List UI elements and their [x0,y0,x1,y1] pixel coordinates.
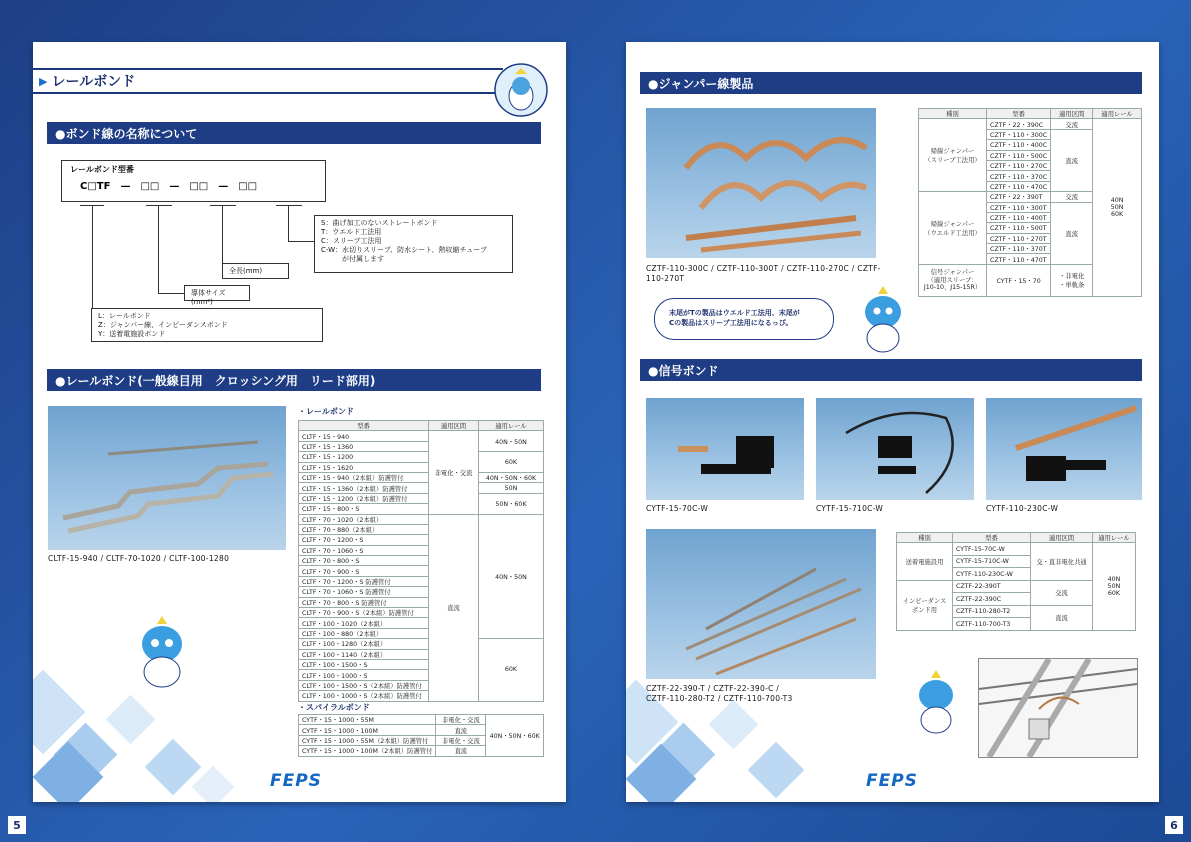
table-cell: CZTF・110・400T [987,212,1051,222]
rail-bond-table-title: ・レールボンド [298,407,354,416]
table-cell: CZTF・110・500C [987,150,1051,160]
legend-line: T：ウエルド工法用 [321,228,382,236]
model-code-box [61,160,326,202]
impedance-bond-photo [646,529,876,679]
bond-wires-image [48,406,286,550]
table-header: 種別 [897,533,953,543]
table-cell: CLTF・15・1620 [299,462,429,472]
table-cell: 交流 [1031,580,1093,605]
table-header: 型番 [953,533,1031,543]
triangle-icon: ▶ [39,74,48,88]
type-legend-box [91,308,323,342]
speech-bubble: 末尾がTの製品はウエルド工法用、末尾が Cの製品はスリーブ工法用になるっぴ。 [654,298,834,340]
table-cell: CYTF・15・70 [987,264,1051,296]
table-cell: 40N 50N 60K [1093,119,1142,296]
rail-bond-table [298,420,544,702]
photo-caption: CZTF-110-300C / CZTF-110-300T / CZTF-110-270C / CZTF-110-270T [646,264,881,283]
signal-bond-image [986,398,1142,500]
table-header: 適用区間 [429,421,479,431]
table-cell: 交流 [1051,192,1093,202]
table-cell: 交流 [1051,119,1093,129]
photo-caption: CYTF-110-230C-W [986,504,1059,513]
signal-photo-c [986,398,1142,500]
table-cell: 非電化・交流 [436,735,486,745]
table-cell: CZTF・22・390C [987,119,1051,129]
mascot-icon [131,616,193,690]
table-cell: CZTF-22-390T [953,580,1031,593]
table-cell: 直流 [436,746,486,756]
table-cell: CLTF・100・1000・S（2本組）防護管付 [299,691,429,701]
table-cell: 40N・50N・60K [479,472,544,482]
table-cell: CLTF・15・940 [299,431,429,441]
table-cell: CYTF-15-70C-W [953,543,1031,556]
legend-line: C-W：水切りスリーブ、防水シート、熱収縮チューブ [321,246,487,254]
table-cell: 直流 [1051,129,1093,191]
signal-bond-image [646,398,804,500]
page-number-left: 5 [8,816,26,834]
table-cell: CZTF・110・400C [987,140,1051,150]
table-cell: 帰線ジャンパー （ウエルド工法用） [919,192,987,265]
rail-installation-image [979,659,1137,757]
table-cell: CLTF・100・1500・S [299,659,429,669]
table-header: 適用区間 [1031,533,1093,543]
table-cell: CZTF・110・470C [987,181,1051,191]
page-right [626,42,1159,802]
table-cell: CLTF・70・1060・S 防護管付 [299,587,429,597]
model-code: C□TF — □□ — □□ — □□ [80,181,258,192]
table-cell: CLTF・70・1060・S [299,545,429,555]
legend-line: Y：送着電施設ボンド [98,330,166,338]
section-bond-naming: ●ボンド線の名称について [47,122,541,144]
table-cell: CYTF・15・1000・55M [299,715,436,725]
model-label: レールボンド型番 [70,165,134,174]
mascot-icon [854,286,912,356]
table-cell: CLTF・100・1500・S（2本組）防護管付 [299,680,429,690]
table-cell: 帰線ジャンパー （スリーブ工法用） [919,119,987,192]
table-header: 種別 [919,109,987,119]
feps-logo: FEPS [866,771,918,791]
table-cell: CZTF・110・270C [987,160,1051,170]
table-cell: CYTF・15・1000・55M（2本組）防護管付 [299,735,436,745]
table-cell: CZTF・110・270T [987,233,1051,243]
table-cell: CYTF-110-230C-W [953,568,1031,581]
table-cell: CZTF・110・370T [987,244,1051,254]
table-cell: CLTF・100・1020（2本組） [299,618,429,628]
mascot-badge-icon [493,62,549,118]
legend-line: C：スリーブ工法用 [321,237,382,245]
section-jumper: ●ジャンパー線製品 [640,72,1142,94]
table-cell: CYTF・15・1000・100M（2本組）防護管付 [299,746,436,756]
table-cell: CLTF・70・880（2本組） [299,524,429,534]
conductor-size-box: 導体サイズ(mm²) [184,285,250,301]
table-cell: CLTF・100・1000・S [299,670,429,680]
table-header: 適用区間 [1051,109,1093,119]
table-header: 型番 [987,109,1051,119]
legend-line: S：曲げ加工のないストレートボンド [321,219,438,227]
signal-photo-b [816,398,974,500]
table-cell: 60K [479,452,544,473]
table-cell: CYTF・15・1000・100M [299,725,436,735]
signal-bond-image [816,398,974,500]
table-cell: 40N 50N 60K [1093,543,1136,631]
table-cell: 40N・50N [479,431,544,452]
table-cell: CLTF・15・1200（2本組）防護管付 [299,493,429,503]
spiral-bond-table [298,714,544,757]
legend-line: L：レールボンド [98,312,151,320]
table-cell: CZTF・110・500T [987,223,1051,233]
table-header: 適用レール [1093,533,1136,543]
table-cell: CLTF・15・1360（2本組）防護管付 [299,483,429,493]
table-cell: 50N・60K [479,493,544,514]
table-cell: 直流 [1051,202,1093,264]
page-title: レールボンド [51,74,136,90]
table-cell: CLTF・70・1200・S [299,535,429,545]
suffix-legend-box [314,215,513,273]
table-header: 適用レール [479,421,544,431]
table-cell: CLTF・100・880（2本組） [299,628,429,638]
table-cell: CLTF・15・1360 [299,441,429,451]
table-header: 適用レール [1093,109,1142,119]
table-cell: CLTF・100・1280（2本組） [299,639,429,649]
table-cell: CZTF・110・300C [987,129,1051,139]
table-cell: CZTF・22・390T [987,192,1051,202]
section-rail-bond: ●レールボンド(一般線目用 クロッシング用 リード部用) [47,369,541,391]
table-cell: CZTF・110・300T [987,202,1051,212]
impedance-bond-image [646,529,876,679]
table-cell: CZTF-22-390C [953,593,1031,606]
page-number-right: 6 [1165,816,1183,834]
table-cell: CLTF・15・1200 [299,452,429,462]
table-cell: CLTF・70・800・S 防護管付 [299,597,429,607]
table-cell: 直流 [1031,605,1093,630]
table-cell: CZTF-110-700-T3 [953,618,1031,631]
page-left [33,42,566,802]
legend-line: が付属します [321,255,384,263]
installation-diagram [978,658,1138,758]
table-cell: 信号ジャンパー （適用スリーブ： J10-10、J15-15R） [919,264,987,296]
table-header: 型番 [299,421,429,431]
table-cell: CYTF-15-710C-W [953,555,1031,568]
signal-bond-table [896,532,1136,631]
photo-caption: CYTF-15-710C-W [816,504,884,513]
length-box: 全長(mm) [222,263,289,279]
table-cell: CLTF・15・940（2本組）防護管付 [299,472,429,482]
rail-bond-photo [48,406,286,550]
table-cell: 交・直非電化共通 [1031,543,1093,581]
legend-line: Z：ジャンパー線、インピーダンスボンド [98,321,228,329]
section-signal-bond: ●信号ボンド [640,359,1142,381]
table-cell: CLTF・70・1020（2本組） [299,514,429,524]
table-cell: 40N・50N [479,514,544,639]
table-cell: CZTF・110・370C [987,171,1051,181]
photo-caption: CYTF-15-70C-W [646,504,709,513]
table-cell: 非電化・交流 [436,715,486,725]
mascot-icon [908,670,964,738]
table-cell: 40N・50N・60K [486,715,544,757]
table-cell: CLTF・70・900・S（2本組）防護管付 [299,608,429,618]
feps-logo: FEPS [270,771,322,791]
jumper-wires-image [646,108,876,258]
table-cell: インピーダンス ボンド用 [897,580,953,630]
jumper-table [918,108,1142,297]
table-cell: CZTF-110-280-T2 [953,605,1031,618]
table-cell: ・非電化 ・単軌条 [1051,264,1093,296]
table-cell: 直流 [429,514,479,701]
photo-caption: CLTF-15-940 / CLTF-70-1020 / CLTF-100-1280 [48,554,230,563]
table-cell: CLTF・15・800・S [299,504,429,514]
table-cell: 50N [479,483,544,493]
table-cell: 非電化・交流 [429,431,479,514]
spiral-bond-table-title: ・スパイラルボンド [298,703,370,712]
table-cell: CZTF・110・470T [987,254,1051,264]
photo-caption: CZTF-22-390-T / CZTF-22-390-C / CZTF-110-280-T2 / CZTF-110-700-T3 [646,684,793,703]
table-cell: CLTF・70・900・S [299,566,429,576]
page-title-bar [33,68,503,94]
table-cell: 送着電施設用 [897,543,953,581]
table-cell: 60K [479,639,544,701]
signal-photo-a [646,398,804,500]
table-cell: CLTF・70・800・S [299,556,429,566]
jumper-photo [646,108,876,258]
table-cell: 直流 [436,725,486,735]
table-cell: CLTF・70・1200・S 防護管付 [299,576,429,586]
table-cell: CLTF・100・1140（2本組） [299,649,429,659]
